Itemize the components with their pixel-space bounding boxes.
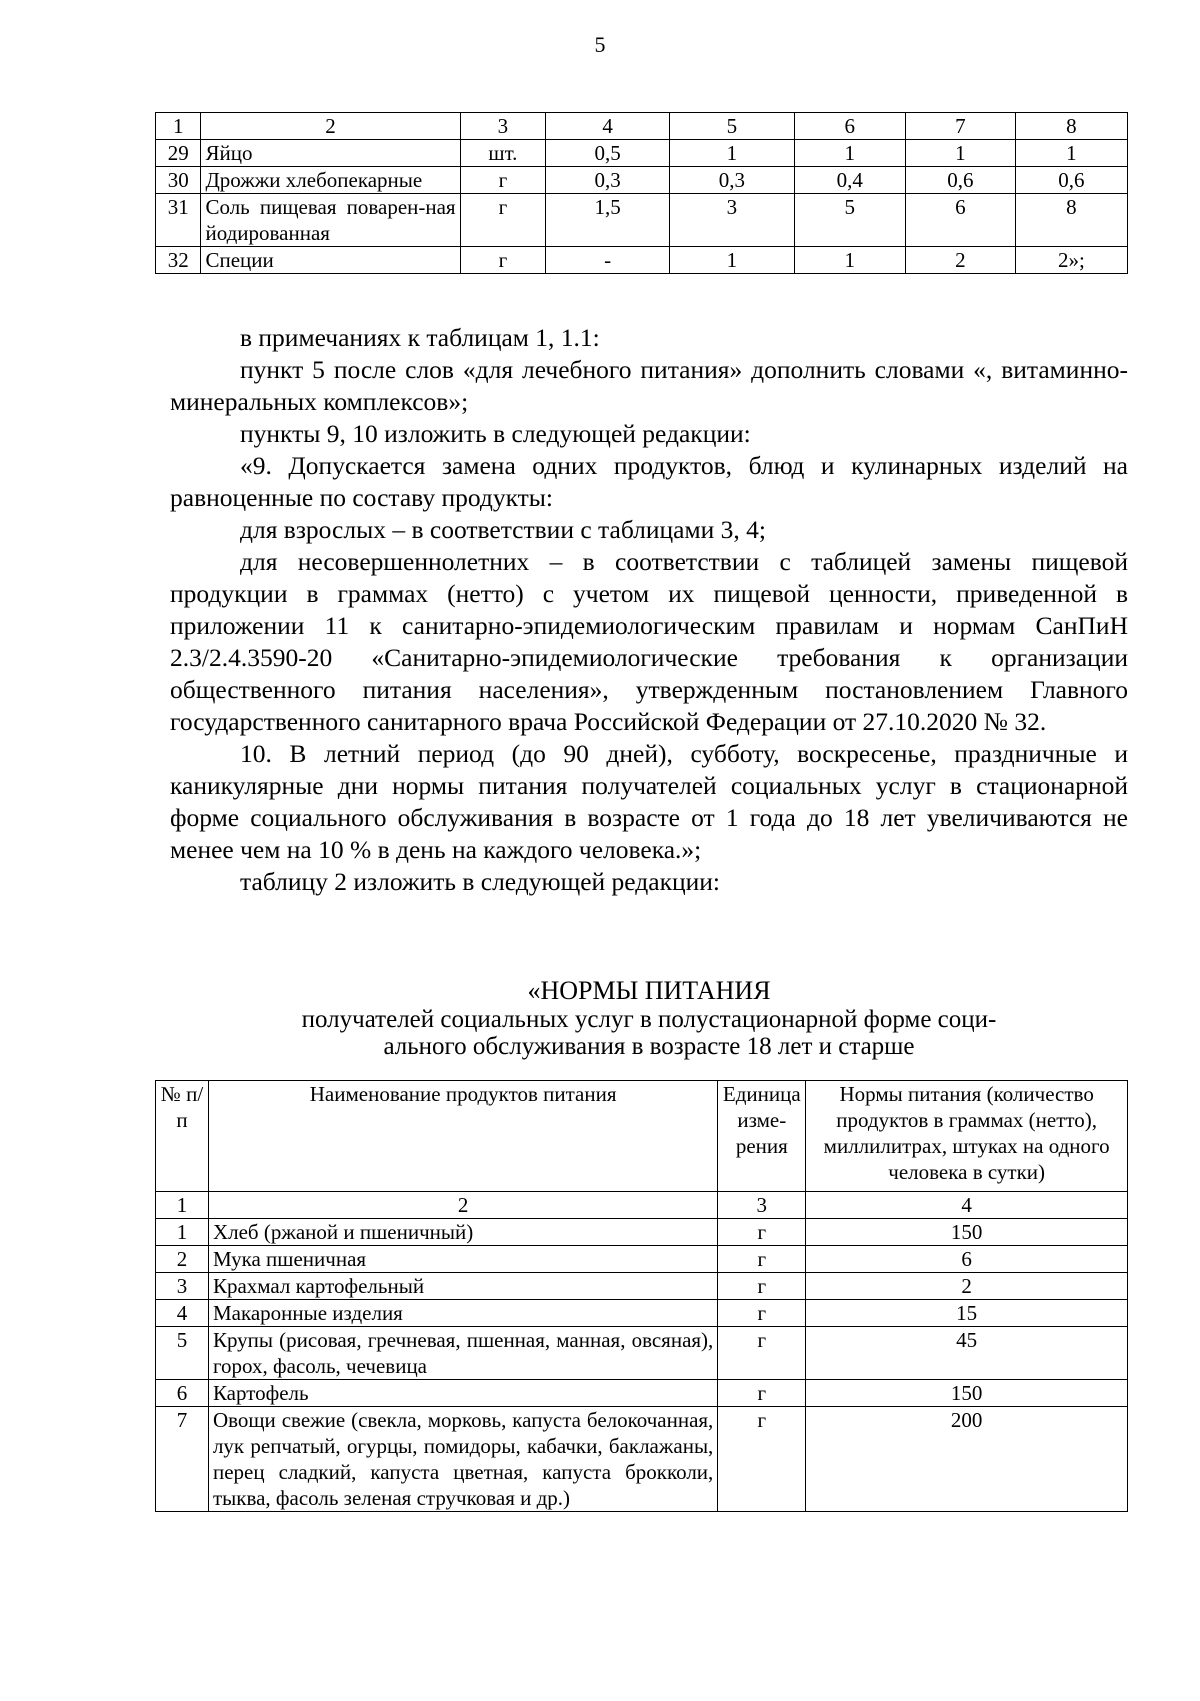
table-row (156, 1300, 1128, 1327)
paragraph: в примечаниях к таблицам 1, 1.1: (240, 323, 600, 352)
norm-value: 45 (806, 1327, 1128, 1380)
value-cell: 1 (905, 140, 1015, 167)
header-cell: 8 (1015, 113, 1127, 140)
norm-value: 200 (806, 1407, 1128, 1512)
unit-cell: г (718, 1327, 806, 1380)
product-name: Крупы (рисовая, гречневая, пшенная, манная, овсяная), горох, фасоль, чечевица (208, 1327, 717, 1380)
table-row (156, 1380, 1128, 1407)
value-cell: 3 (669, 194, 794, 247)
unit-cell: г (460, 167, 546, 194)
norm-value: 2 (806, 1273, 1128, 1300)
norm-value: 15 (806, 1300, 1128, 1327)
value-cell: 0,6 (905, 167, 1015, 194)
header-cell: 4 (546, 113, 670, 140)
value-cell: 0,3 (669, 167, 794, 194)
row-number: 1 (156, 1219, 209, 1246)
table-header-row (156, 1081, 1128, 1192)
header-name: Наименование продуктов питания (208, 1081, 717, 1192)
norm-value: 150 (806, 1219, 1128, 1246)
value-cell: 1 (1015, 140, 1127, 167)
unit-cell: г (460, 247, 546, 274)
table-row (156, 167, 1128, 194)
index-row (156, 1192, 1128, 1219)
value-cell: - (546, 247, 670, 274)
row-number: 4 (156, 1300, 209, 1327)
header-cell: 6 (794, 113, 905, 140)
value-cell: 6 (905, 194, 1015, 247)
table-row (156, 140, 1128, 167)
table-row (156, 247, 1128, 274)
table-row (156, 1327, 1128, 1380)
value-cell: 5 (794, 194, 905, 247)
table-row (156, 1407, 1128, 1512)
table-header-row (156, 113, 1128, 140)
row-number: 31 (156, 194, 201, 247)
value-cell: 2»; (1015, 247, 1127, 274)
paragraph: 10. В летний период (до 90 дней), субботу, воскресенье, праздничные и каникулярные дни нормы питания получателей социальных услуг в стационарной форме социального обслуживания в возрасте от 1 года до 18 лет увеличиваются не менее чем на 10 % в день на каждого человека.»; (170, 739, 1128, 864)
value-cell: 0,4 (794, 167, 905, 194)
row-number: 3 (156, 1273, 209, 1300)
value-cell: 1 (669, 140, 794, 167)
product-name: Яйцо (201, 140, 460, 167)
unit-cell: шт. (460, 140, 546, 167)
unit-cell: г (718, 1407, 806, 1512)
table-row (156, 194, 1128, 247)
value-cell: 8 (1015, 194, 1127, 247)
unit-cell: г (718, 1219, 806, 1246)
product-name: Соль пищевая поварен-ная йодированная (201, 194, 460, 247)
value-cell: 1 (669, 247, 794, 274)
value-cell: 1 (794, 140, 905, 167)
product-name: Овощи свежие (свекла, морковь, капуста белокочанная, лук репчатый, огурцы, помидоры, кабачки, баклажаны, перец сладкий, капуста цветная, капуста брокколи, тыква, фасоль зеленая стручковая и др.) (208, 1407, 717, 1512)
header-cell: 3 (460, 113, 546, 140)
product-name: Хлеб (ржаной и пшеничный) (208, 1219, 717, 1246)
title-main: «НОРМЫ ПИТАНИЯ (527, 976, 771, 1005)
table-row (156, 1246, 1128, 1273)
paragraph: таблицу 2 изложить в следующей редакции: (240, 867, 720, 896)
header-cell: 7 (905, 113, 1015, 140)
title-sub-line: получателей социальных услуг в полустационарной форме соци- (301, 1006, 997, 1033)
value-cell: 1,5 (546, 194, 670, 247)
value-cell: 0,5 (546, 140, 670, 167)
row-number: 5 (156, 1327, 209, 1380)
paragraph: для несовершеннолетних – в соответствии с таблицей замены пищевой продукции в граммах (нетто) с учетом их пищевой ценности, приведенной в приложении 11 к санитарно-эпидемиологическим правилам и нормам СанПиН 2.3/2.4.3590-20 «Санитарно-эпидемиологические требования к организации общественного питания населения», утвержденным постановлением Главного государственного санитарного врача Российской Федерации от 27.10.2020 № 32. (170, 547, 1128, 736)
index-cell: 4 (806, 1192, 1128, 1219)
nutrition-norms-table (155, 1080, 1128, 1512)
header-unit: Единица изме-рения (718, 1081, 806, 1192)
unit-cell: г (718, 1380, 806, 1407)
product-name: Дрожжи хлебопекарные (201, 167, 460, 194)
table-row (156, 1219, 1128, 1246)
table-title (170, 976, 1128, 1060)
header-norm: Нормы питания (количество продуктов в граммах (нетто), миллилитрах, штуках на одного человека в сутки) (806, 1081, 1128, 1192)
index-cell: 3 (718, 1192, 806, 1219)
value-cell: 1 (794, 247, 905, 274)
title-sub-line: ального обслуживания в возрасте 18 лет и старше (383, 1033, 915, 1060)
paragraph: пункты 9, 10 изложить в следующей редакции: (240, 419, 751, 448)
row-number: 30 (156, 167, 201, 194)
product-name: Мука пшеничная (208, 1246, 717, 1273)
unit-cell: г (718, 1246, 806, 1273)
row-number: 2 (156, 1246, 209, 1273)
page-number: 5 (594, 32, 606, 57)
product-name: Крахмал картофельный (208, 1273, 717, 1300)
row-number: 6 (156, 1380, 209, 1407)
unit-cell: г (460, 194, 546, 247)
header-cell: 1 (156, 113, 201, 140)
header-cell: 2 (201, 113, 460, 140)
table-row (156, 1273, 1128, 1300)
header-cell: 5 (669, 113, 794, 140)
value-cell: 2 (905, 247, 1015, 274)
index-cell: 2 (208, 1192, 717, 1219)
norm-value: 150 (806, 1380, 1128, 1407)
product-name: Специи (201, 247, 460, 274)
paragraph: «9. Допускается замена одних продуктов, блюд и кулинарных изделий на равноценные по составу продукты: (170, 451, 1128, 512)
norm-value: 6 (806, 1246, 1128, 1273)
continuation-table (155, 112, 1128, 274)
index-cell: 1 (156, 1192, 209, 1219)
paragraph: для взрослых – в соответствии с таблицами 3, 4; (240, 515, 766, 544)
row-number: 32 (156, 247, 201, 274)
product-name: Макаронные изделия (208, 1300, 717, 1327)
paragraph: пункт 5 после слов «для лечебного питания» дополнить словами «, витаминно-минеральных комплексов»; (170, 355, 1128, 416)
product-name: Картофель (208, 1380, 717, 1407)
row-number: 7 (156, 1407, 209, 1512)
amendment-text (170, 322, 1128, 898)
unit-cell: г (718, 1300, 806, 1327)
value-cell: 0,6 (1015, 167, 1127, 194)
row-number: 29 (156, 140, 201, 167)
value-cell: 0,3 (546, 167, 670, 194)
unit-cell: г (718, 1273, 806, 1300)
header-num: № п/п (156, 1081, 209, 1192)
